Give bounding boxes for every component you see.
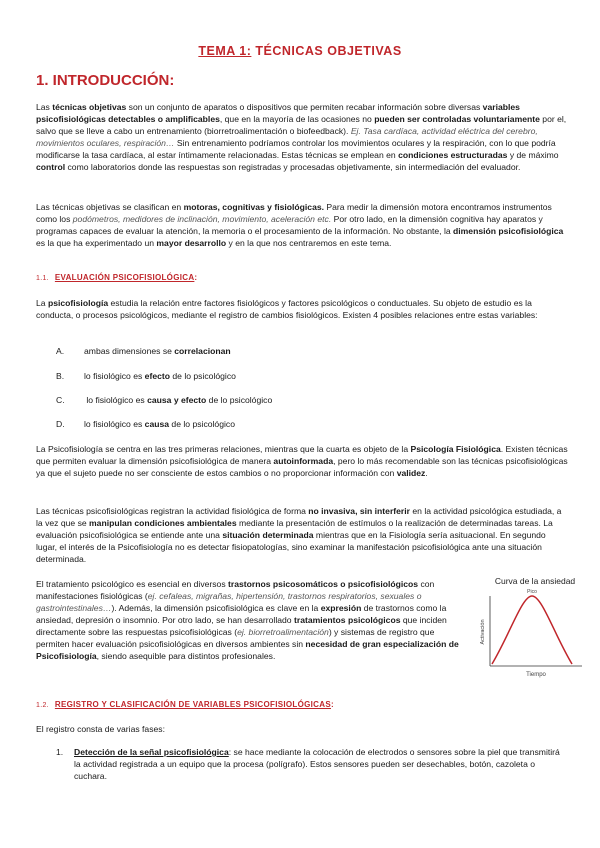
paragraph-psicologia-fisiologica: La Psicofisiología se centra en las tres primeras relaciones, mientras que la cuarta es objeto de la Psicología Fisiológica. Existen técnicas que permiten evaluar la dimensión psicofisiológica de manera autoinformada, pero lo más recomendable son las técnicas psicofisiológicas ya que el sujeto puede no ser consciente de estos cambios o no proporcionar información con validez. bbox=[36, 444, 568, 478]
list-item: C. lo fisiológico es causa y efecto de lo psicológico bbox=[56, 395, 273, 405]
list-item: B. lo fisiológico es efecto de lo psicológico bbox=[56, 371, 236, 381]
title-prefix: TEMA 1: bbox=[198, 44, 252, 58]
peak-label: Pico bbox=[527, 589, 537, 595]
ordered-list-item: 1. Detección de la señal psicofisiológica: se hace mediante la colocación de electrodos o sensores sobre la piel que transmitirá la actividad registrada a un equipo que la procesa (polígrafo). Estos sensores pueden ser desechables, botón, cazoleta o cuchara. bbox=[56, 747, 560, 781]
anxiety-curve bbox=[492, 596, 572, 664]
paragraph-no-invasiva: Las técnicas psicofisiológicas registran la actividad fisiológica de forma no invasiva, sin interferir en la actividad psicológica estudiada, a la vez que se manipulan condiciones ambientales mediante la presentación de estímulos o la realización de determinadas tareas. La evaluación psicofisiológica se entiende ante una situación determinada mientras que en la Fisiología sería asituacional. En segundo lugar, el interés de la Psicofisiología no es detectar fisiopatologías, sino examinar la manifestación psicofisiológica ante una situación determinada. bbox=[36, 506, 562, 564]
paragraph-tratamiento: El tratamiento psicológico es esencial en diversos trastornos psicosomáticos o psicofisiológicos con manifestaciones fisiológicas (ej. cefaleas, migrañas, hipertensión, trastornos respiratorios, sexuales o gastrointestinales…). Además, la dimensión psicofisiológica es clave en la expresión de trastornos como la ansiedad, depresión o insomnio. Por otro lado, se han desarrollado tratamientos psicológicos que inciden directamente sobre las respuestas psicofisiológicas (ej. biorretroalimentación) y sistemas de registro que permiten hacer evaluación psicofisiológicas en diversos ambientes sin necesidad de gran especialización de Psicofisiología, siendo asequible para distintos profesionales. bbox=[36, 579, 459, 661]
subsection-heading-evaluacion: 1.1. EVALUACIÓN PSICOFISIOLÓGICA: bbox=[36, 273, 198, 282]
y-axis-label: Activación bbox=[480, 619, 486, 645]
x-axis-label: Tiempo bbox=[526, 672, 546, 678]
paragraph-psicofisiologia: La psicofisiología estudia la relación entre factores fisiológicos y factores psicológicos o conductuales. Su objeto de estudio es la conducta, o procesos psicológicos, mediante el registro de cambios fisiológicos. Existen 4 posibles relaciones entre estas variables: bbox=[36, 298, 538, 320]
figure-title: Curva de la ansiedad bbox=[494, 576, 576, 586]
anxiety-curve-figure bbox=[470, 574, 590, 684]
paragraph-fases: El registro consta de varias fases: bbox=[36, 724, 165, 734]
paragraph-clasificacion: Las técnicas objetivas se clasifican en motoras, cognitivas y fisiológicas. Para medir la dimensión motora encontramos instrumentos como los podómetros, medidores de inclinación, movimiento, aceleración etc. Por otro lado, en la dimensión cognitiva hay aparatos y programas capaces de evaluar la atención, la memoria o el procesamiento de la información. No obstante, la dimensión psicofisiológica es la que ha experimentado un mayor desarrollo y en la que nos centraremos en este tema. bbox=[36, 202, 564, 248]
page-title bbox=[0, 44, 600, 58]
section-heading-introduccion: 1. INTRODUCCIÓN: bbox=[36, 72, 175, 89]
subsection-heading-registro: 1.2. REGISTRO Y CLASIFICACIÓN DE VARIABLES PSICOFISIOLÓGICAS: bbox=[36, 700, 334, 709]
paragraph-intro: Las técnicas objetivas son un conjunto de aparatos o dispositivos que permiten recabar información sobre diversas variables psicofisiológicas detectables o amplificables, que en la mayoría de las ocasiones no pueden ser controladas voluntariamente por el, salvo que se lleve a cabo un entrenamiento (biorretroalimentación o biofeedback). Ej. Tasa cardíaca, actividad eléctrica del cerebro, movimientos oculares, respiración… Sin entrenamiento podríamos controlar los movimientos oculares y la respiración, con lo que podría modificarse la tasa cardíaca, al estar íntimamente relacionadas. Estas técnicas se emplean en condiciones estructuradas y de máximo control como laboratorios donde las respuestas son registradas y procesadas objetivamente, sin intermediación del evaluador. bbox=[36, 102, 567, 172]
list-item: A. ambas dimensiones se correlacionan bbox=[56, 346, 231, 356]
title-rest: TÉCNICAS OBJETIVAS bbox=[251, 44, 402, 58]
list-item: D. lo fisiológico es causa de lo psicológico bbox=[56, 419, 235, 429]
